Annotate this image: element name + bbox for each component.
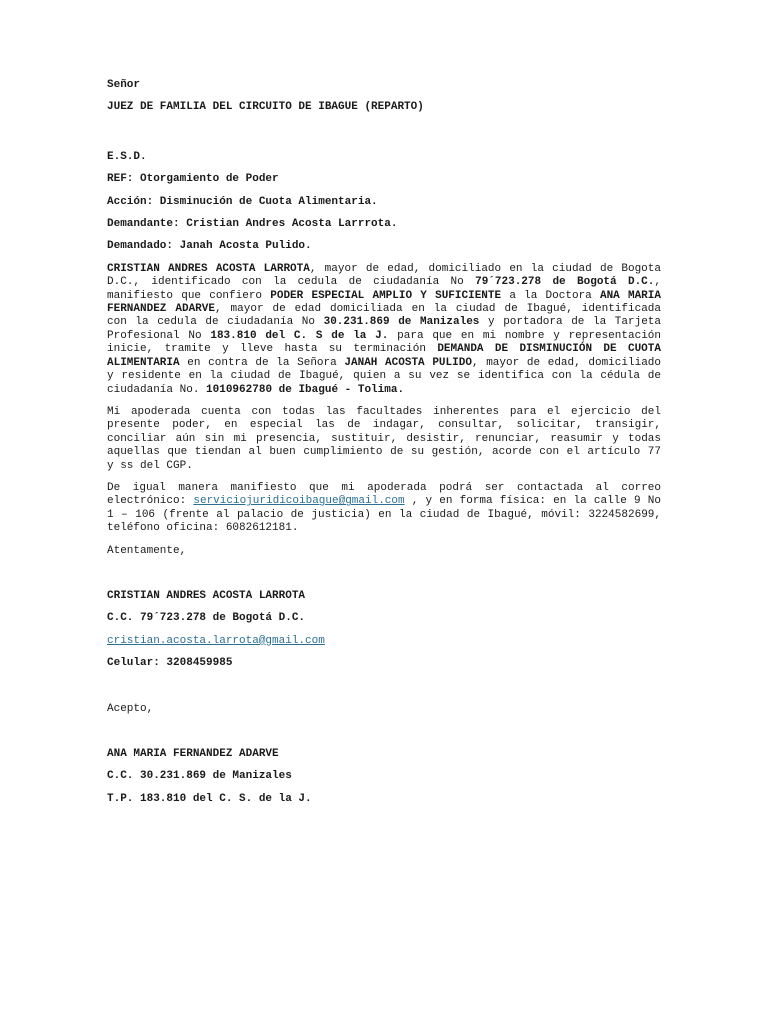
salutation: Señor xyxy=(107,79,141,91)
grant-paragraph xyxy=(107,263,661,397)
grantor-name: CRISTIAN ANDRES ACOSTA LARROTA xyxy=(107,262,310,275)
acceptance-label: Acepto, xyxy=(107,702,154,715)
text-run: , mayor de edad domiciliada en la ciudad de Ibagué, identificada con la cedula de ciudadanía No xyxy=(107,303,662,329)
faculties-paragraph: Mi apoderada cuenta con todas las facultades inherentes para el ejercicio del presente poder, en especial las de indagar, consultar, solicitar, transigir, conciliar aún sin mi presencia, sustituir, desistir, renunciar, reasumir y todas aquellas que tiendan al buen cumplimiento de su gestión, acorde con el artículo 77 y ss del CGP. xyxy=(107,405,661,472)
accion-line: Acción: Disminución de Cuota Alimentaria. xyxy=(107,195,378,208)
text-run: en contra de la Señora xyxy=(179,356,345,369)
text-run: De igual manera manifiesto que mi apoderada podrá ser contactada al correo electrónico: xyxy=(107,481,661,508)
signer-name: CRISTIAN ANDRES ACOSTA LARROTA xyxy=(107,589,306,602)
esd-line: E.S.D. xyxy=(107,150,147,163)
closing: Atentamente, xyxy=(107,544,187,557)
attorney-name: ANA MARIA FERNANDEZ ADARVE xyxy=(107,289,661,316)
addressee: JUEZ DE FAMILIA DEL CIRCUITO DE IBAGUE (REPARTO) xyxy=(107,101,424,114)
grantor-id: 79´723.278 de Bogotá D.C. xyxy=(475,276,655,289)
defendant-id: 1010962780 de Ibagué - Tolima. xyxy=(206,383,405,396)
attorney-id: 30.231.869 de Manizales xyxy=(323,316,480,329)
defendant-name: JANAH ACOSTA PULIDO xyxy=(344,356,472,369)
attorney-signature-name: ANA MARIA FERNANDEZ ADARVE xyxy=(107,748,279,760)
document-page xyxy=(107,79,661,806)
attorney-signature-cc: C.C. 30.231.869 de Manizales xyxy=(107,770,292,783)
power-type: PODER ESPECIAL AMPLIO Y SUFICIENTE xyxy=(270,289,502,302)
text-run: para que en mi nombre y representación inicie, tramite y lleve hasta su terminación xyxy=(107,329,661,356)
contact-paragraph xyxy=(107,482,661,536)
signer-email-link[interactable]: cristian.acosta.larrota@gmail.com xyxy=(107,634,325,647)
text-run: , mayor de edad, domiciliado y residente en la ciudad de Ibagué, quien a su vez se identifica con la cédula de ciudadanía No. xyxy=(107,356,661,396)
text-run: , manifiesto que confiero xyxy=(107,276,661,302)
attorney-signature-tp: T.P. 183.810 del C. S. de la J. xyxy=(107,792,312,805)
attorney-tp: 183.810 del C. S de la J. xyxy=(210,329,389,342)
text-run: , y en forma física: en la calle 9 No 1 – 106 (frente al palacio de justicia) en la ciudad de Ibagué, móvil: 3224582699, teléfono oficina: 6082612181. xyxy=(107,495,661,535)
demandante-line: Demandante: Cristian Andres Acosta Larrrota. xyxy=(107,218,398,231)
signer-cc: C.C. 79´723.278 de Bogotá D.C. xyxy=(107,612,306,625)
text-run: , mayor de edad, domiciliado en la ciudad de Bogota D.C., identificado con la cedula de ciudadanía No xyxy=(107,262,661,289)
demandado-line: Demandado: Janah Acosta Pulido. xyxy=(107,240,312,253)
attorney-email-link[interactable]: serviciojuridicoibague@gmail.com xyxy=(193,495,405,508)
ref-line: REF: Otorgamiento de Poder xyxy=(107,173,279,186)
signer-phone: Celular: 3208459985 xyxy=(107,657,233,670)
text-run: a la Doctora xyxy=(501,289,600,302)
demand-type: DEMANDA DE DISMINUCIÓN DE CUOTA ALIMENTARIA xyxy=(107,343,661,369)
text-run: y portadora de la Tarjeta Profesional No xyxy=(107,316,661,342)
